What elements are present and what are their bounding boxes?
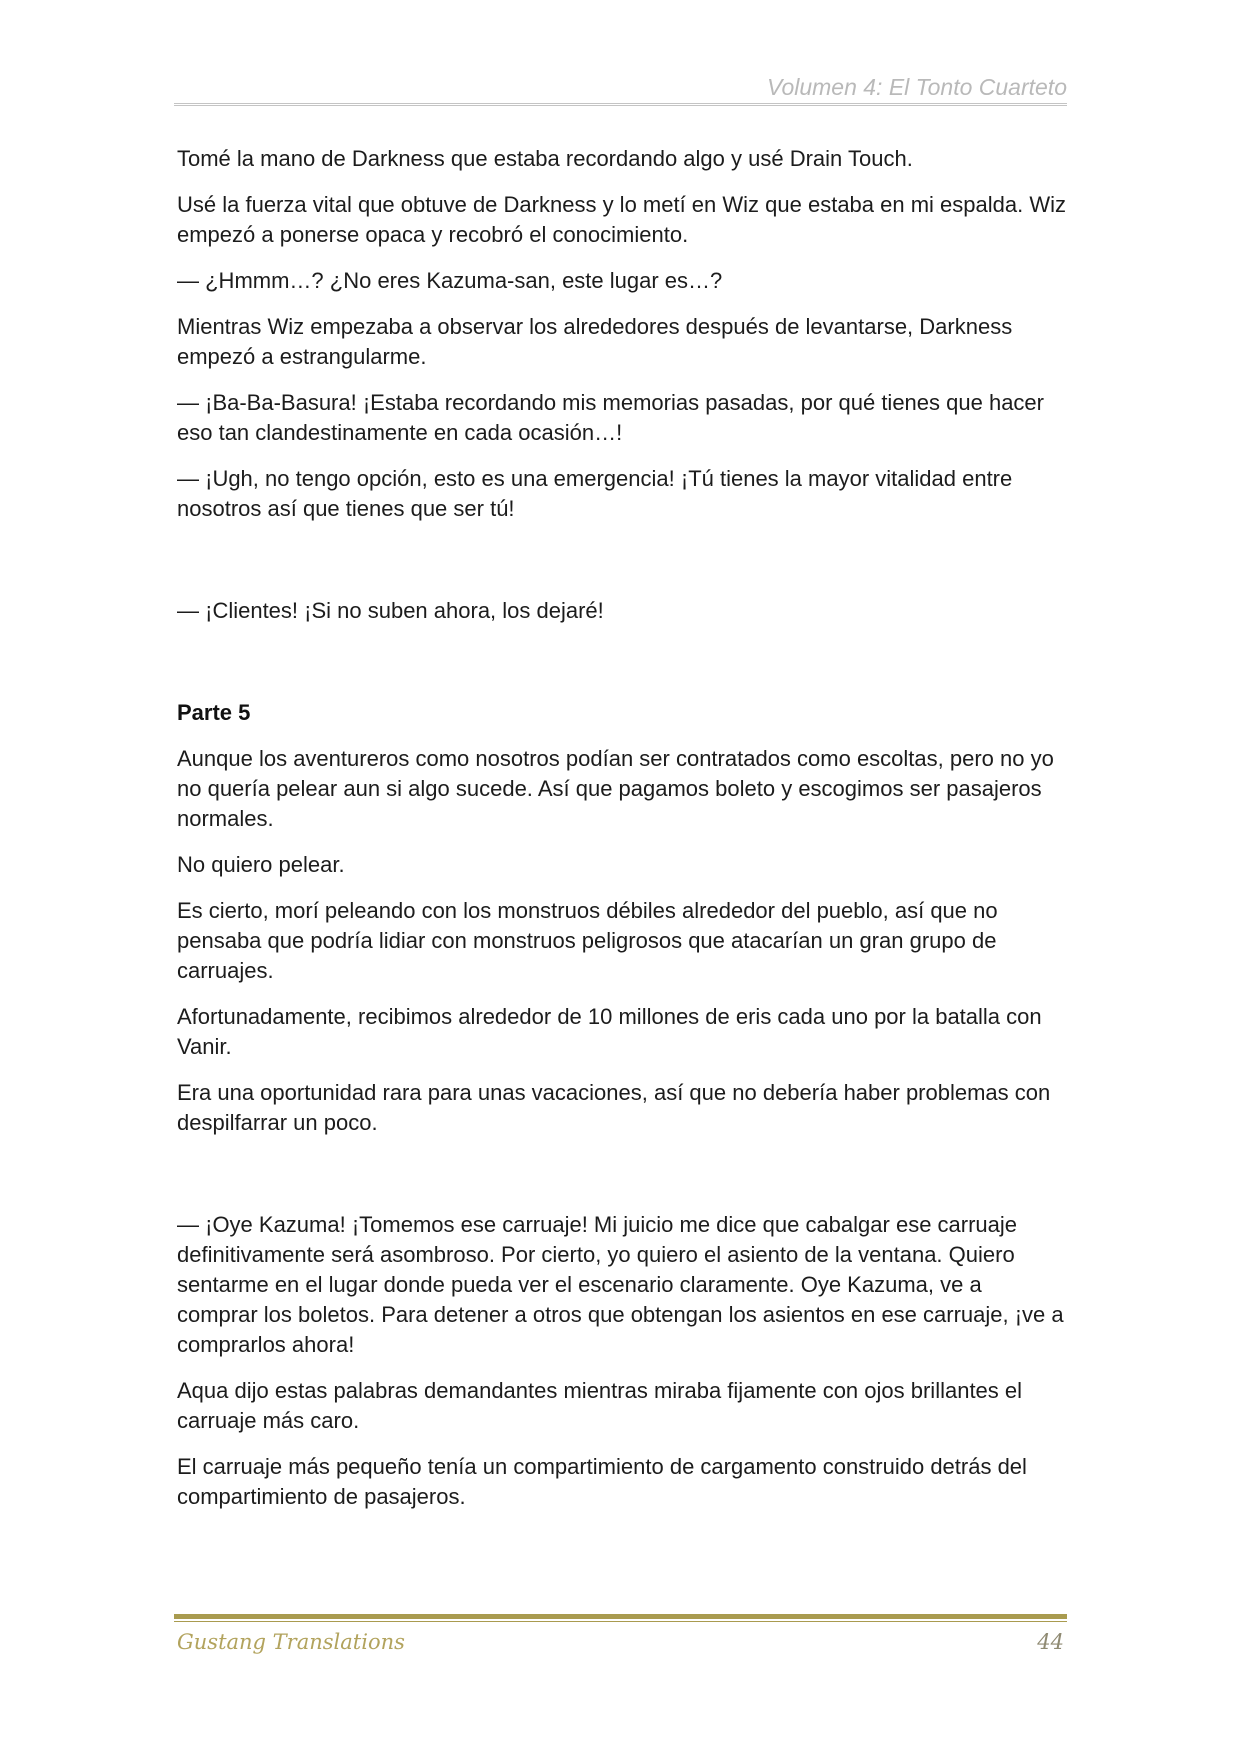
paragraph: Aunque los aventureros como nosotros podían ser contratados como escoltas, pero no yo no quería pelear aun si algo sucede. Así que pagamos boleto y escogimos ser pasajeros normales. [177,746,1054,831]
paragraph: Usé la fuerza vital que obtuve de Darkness y lo metí en Wiz que estaba en mi espalda. Wiz empezó a ponerse opaca y recobró el conocimiento. [177,192,1066,247]
paragraph: No quiero pelear. [177,852,345,877]
paragraph: Mientras Wiz empezaba a observar los alrededores después de levantarse, Darkness empezó a estrangularme. [177,314,1013,369]
paragraph: Aqua dijo estas palabras demandantes mientras miraba fijamente con ojos brillantes el carruaje más caro. [177,1378,1023,1433]
footer-rule-thick [174,1614,1067,1619]
page-number: 44 [1037,1630,1064,1654]
page-content [177,144,1067,1512]
footer-publisher: Gustang Translations [177,1630,405,1654]
paragraph: — ¡Ba-Ba-Basura! ¡Estaba recordando mis memorias pasadas, por qué tienes que hacer eso tan clandestinamente en cada ocasión…! [177,390,1044,445]
paragraph: — ¡Ugh, no tengo opción, esto es una emergencia! ¡Tú tienes la mayor vitalidad entre nosotros así que tienes que ser tú! [177,466,1013,521]
paragraph: — ¡Oye Kazuma! ¡Tomemos ese carruaje! Mi juicio me dice que cabalgar ese carruaje definitivamente será asombroso. Por cierto, yo quiero el asiento de la ventana. Quiero sentarme en el lugar donde pueda ver el escenario claramente. Oye Kazuma, ve a comprar los boletos. Para detener a otros que obtengan los asientos en ese carruaje, ¡ve a comprarlos ahora! [177,1212,1064,1357]
header-rule [174,103,1067,106]
footer-rule-thin [174,1621,1067,1622]
page-header [174,68,1067,108]
paragraph: Tomé la mano de Darkness que estaba recordando algo y usé Drain Touch. [177,146,913,171]
paragraph: — ¡Clientes! ¡Si no suben ahora, los dejaré! [177,598,604,623]
paragraph: Era una oportunidad rara para unas vacaciones, así que no debería haber problemas con despilfarrar un poco. [177,1080,1051,1135]
footer-rule [174,1614,1067,1622]
header-title: Volumen 4: El Tonto Cuarteto [766,74,1067,100]
paragraph: Afortunadamente, recibimos alrededor de 10 millones de eris cada uno por la batalla con Vanir. [177,1004,1042,1059]
section-heading: Parte 5 [177,700,251,725]
paragraph: El carruaje más pequeño tenía un compartimiento de cargamento construido detrás del compartimiento de pasajeros. [177,1454,1027,1509]
page-footer [174,1614,1067,1664]
paragraph: — ¿Hmmm…? ¿No eres Kazuma-san, este lugar es…? [177,268,723,293]
paragraph: Es cierto, morí peleando con los monstruos débiles alrededor del pueblo, así que no pensaba que podría lidiar con monstruos peligrosos que atacarían un gran grupo de carruajes. [177,898,998,983]
